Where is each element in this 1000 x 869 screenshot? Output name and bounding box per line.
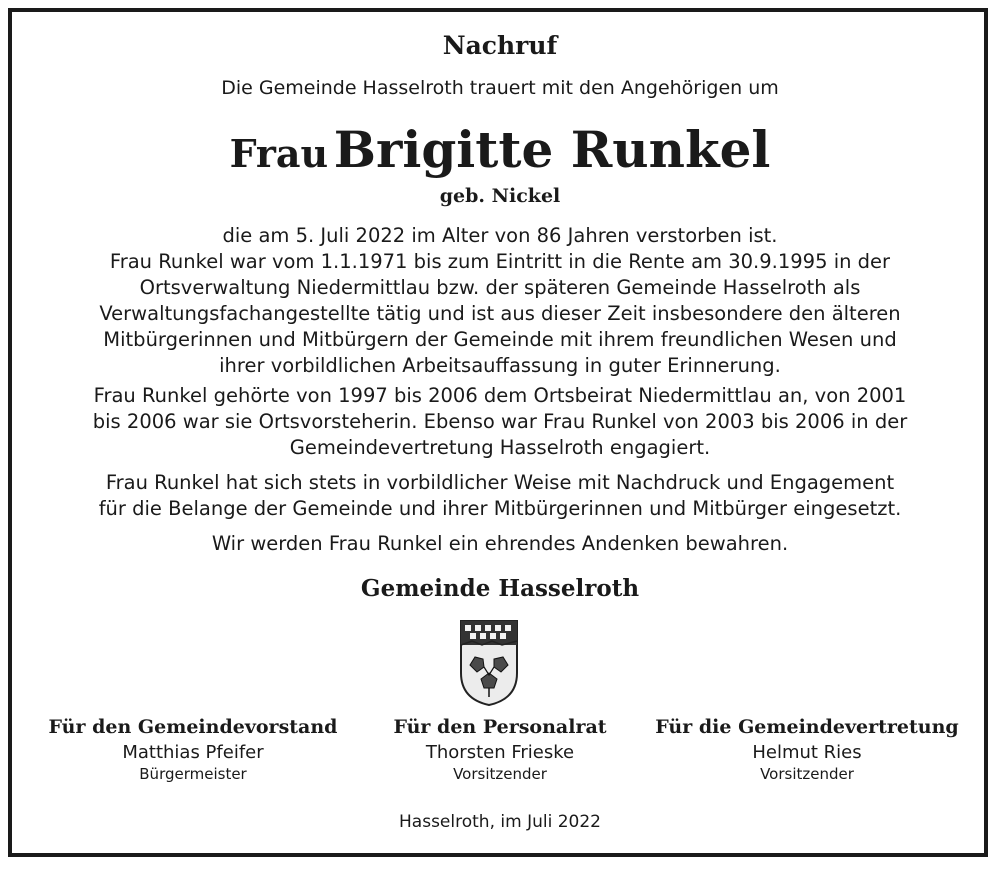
text-line: für die Belange der Gemeinde und ihrer Mitbürgerinnen und Mitbürger eingesetzt. <box>98 497 902 520</box>
paragraph-remembrance <box>0 531 1000 557</box>
birth-name: geb. Nickel <box>439 185 561 207</box>
notice-heading: Nachruf <box>442 31 558 60</box>
signatory-executive <box>28 716 358 783</box>
signatory-person: Helmut Ries <box>752 742 862 763</box>
signatory-heading: Für den Gemeindevorstand <box>48 716 338 738</box>
signatory-heading: Für die Gemeindevertretung <box>655 716 959 738</box>
text-line: bis 2006 war sie Ortsvorsteherin. Ebenso war Frau Runkel von 2003 bis 2006 in der <box>92 410 908 433</box>
paragraph-council <box>0 383 1000 461</box>
signatory-person: Thorsten Frieske <box>425 742 575 763</box>
text-line: Frau Runkel war vom 1.1.1971 bis zum Eintritt in die Rente am 30.9.1995 in der <box>109 250 891 273</box>
signatory-person: Matthias Pfeifer <box>122 742 264 763</box>
signatory-role: Vorsitzender <box>760 765 854 783</box>
full-name: Brigitte Runkel <box>333 120 771 179</box>
text-line: die am 5. Juli 2022 im Alter von 86 Jahren verstorben ist. <box>222 224 778 247</box>
title-prefix: Frau <box>229 131 329 176</box>
paragraph-obituary <box>0 223 1000 379</box>
signatory-role: Vorsitzender <box>453 765 547 783</box>
place-date: Hasselroth, im Juli 2022 <box>399 812 601 832</box>
text-line: Ortsverwaltung Niedermittlau bzw. der späteren Gemeinde Hasselroth als <box>139 276 861 299</box>
signatory-municipal-council <box>642 716 972 783</box>
organization-name: Gemeinde Hasselroth <box>360 575 640 602</box>
deceased-name <box>0 120 1000 179</box>
text-line: Frau Runkel gehörte von 1997 bis 2006 dem Ortsbeirat Niedermittlau an, von 2001 <box>93 384 907 407</box>
text-line: Wir werden Frau Runkel ein ehrendes Andenken bewahren. <box>211 532 789 555</box>
intro-text: Die Gemeinde Hasselroth trauert mit den Angehörigen um <box>221 77 779 99</box>
text-line: Frau Runkel hat sich stets in vorbildlicher Weise mit Nachdruck und Engagement <box>105 471 895 494</box>
paragraph-engagement <box>0 470 1000 522</box>
text-line: Gemeindevertretung Hasselroth engagiert. <box>289 436 711 459</box>
coat-of-arms-icon <box>458 617 520 707</box>
signatory-staff-council <box>335 716 665 783</box>
text-line: Mitbürgerinnen und Mitbürgern der Gemeinde mit ihrem freundlichen Wesen und <box>103 328 897 351</box>
text-line: Verwaltungsfachangestellte tätig und ist aus dieser Zeit insbesondere den älteren <box>99 302 901 325</box>
text-line: ihrer vorbildlichen Arbeitsauffassung in guter Erinnerung. <box>219 354 781 377</box>
signatory-role: Bürgermeister <box>139 765 247 783</box>
signatory-heading: Für den Personalrat <box>393 716 607 738</box>
